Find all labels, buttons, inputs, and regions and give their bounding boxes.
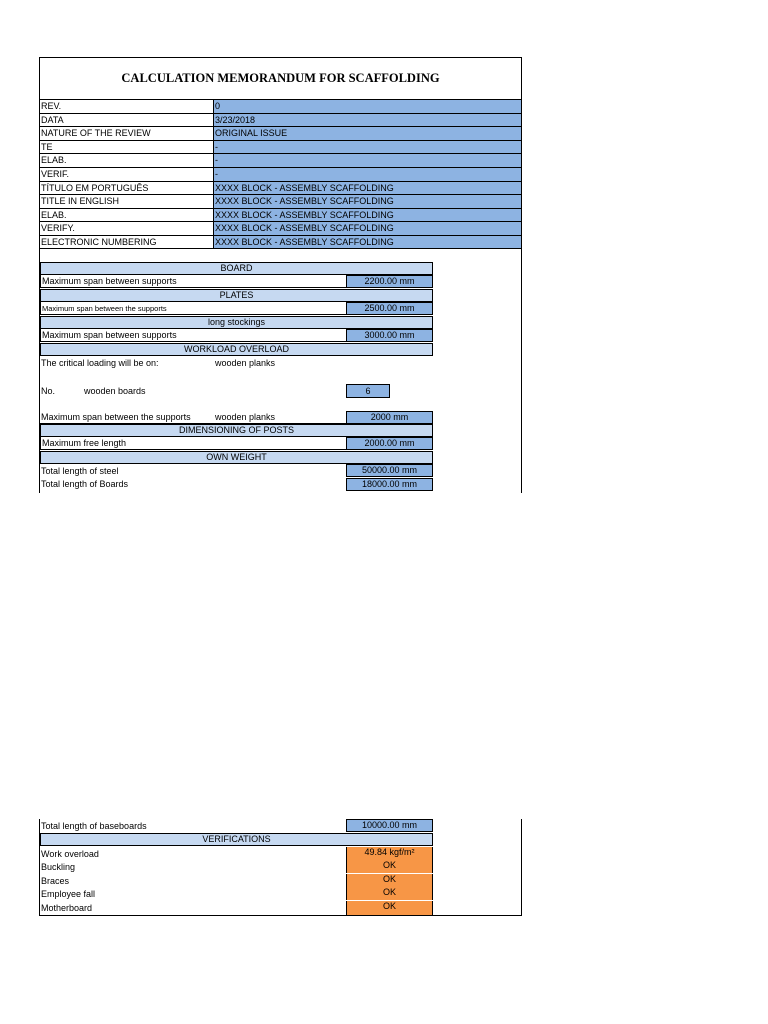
plates-value[interactable]: 2500.00 mm bbox=[346, 302, 433, 315]
critical-loading-label: The critical loading will be on: bbox=[41, 358, 159, 368]
baseboards-length-label: Total length of baseboards bbox=[41, 821, 147, 831]
workload-span-material: wooden planks bbox=[215, 412, 276, 422]
header-label: TÍTULO EM PORTUGUÊS bbox=[40, 181, 214, 195]
header-label: ELECTRONIC NUMBERING bbox=[40, 235, 214, 249]
workload-span-value[interactable]: 2000 mm bbox=[346, 411, 433, 424]
workload-heading: WORKLOAD OVERLOAD bbox=[40, 343, 433, 356]
board-heading: BOARD bbox=[40, 262, 433, 275]
posts-label: Maximum free length bbox=[42, 438, 127, 448]
verification-label: Buckling bbox=[41, 862, 76, 872]
steel-length-value[interactable]: 50000.00 mm bbox=[346, 464, 433, 477]
board-label: Maximum span between supports bbox=[42, 276, 177, 286]
page-title: CALCULATION MEMORANDUM FOR SCAFFOLDING bbox=[121, 70, 440, 85]
wooden-boards-label: wooden boards bbox=[84, 386, 146, 396]
plates-heading: PLATES bbox=[40, 289, 433, 302]
verification-value: 49.84 kgf/m² bbox=[346, 847, 433, 860]
verification-label: Braces bbox=[41, 876, 70, 886]
header-label: ELAB. bbox=[40, 153, 214, 167]
verification-label: Work overload bbox=[41, 849, 99, 859]
header-row bbox=[40, 194, 521, 208]
baseboards-length-value[interactable]: 10000.00 mm bbox=[346, 819, 433, 832]
header-row bbox=[40, 167, 521, 181]
header-bottom-border bbox=[40, 248, 521, 249]
header-value[interactable]: - bbox=[214, 140, 521, 154]
verification-value: OK bbox=[346, 887, 433, 900]
verifications-heading: VERIFICATIONS bbox=[40, 833, 433, 846]
header-value[interactable]: XXXX BLOCK - ASSEMBLY SCAFFOLDING bbox=[214, 221, 521, 235]
header-row bbox=[40, 113, 521, 127]
workload-span-label: Maximum span between the supports bbox=[41, 412, 191, 422]
header-label: REV. bbox=[40, 99, 214, 113]
header-row bbox=[40, 99, 521, 113]
plates-label: Maximum span between the supports bbox=[42, 304, 167, 313]
header-label: VERIF. bbox=[40, 167, 214, 181]
verification-label: Employee fall bbox=[41, 889, 96, 899]
header-value[interactable]: 3/23/2018 bbox=[214, 113, 521, 127]
steel-length-label: Total length of steel bbox=[41, 466, 119, 476]
header-row bbox=[40, 235, 521, 249]
verification-value: OK bbox=[346, 860, 433, 873]
header-label: TE bbox=[40, 140, 214, 154]
header-row bbox=[40, 181, 521, 195]
header-value[interactable]: XXXX BLOCK - ASSEMBLY SCAFFOLDING bbox=[214, 194, 521, 208]
long-stockings-value[interactable]: 3000.00 mm bbox=[346, 329, 433, 342]
memorandum-sheet-bottom bbox=[39, 819, 522, 916]
long-stockings-heading: long stockings bbox=[40, 316, 433, 329]
posts-heading: DIMENSIONING OF POSTS bbox=[40, 424, 433, 437]
header-row bbox=[40, 126, 521, 140]
header-label: DATA bbox=[40, 113, 214, 127]
header-label: TITLE IN ENGLISH bbox=[40, 194, 214, 208]
critical-loading-value: wooden planks bbox=[215, 358, 276, 368]
memorandum-sheet-top bbox=[39, 57, 522, 493]
header-value[interactable]: XXXX BLOCK - ASSEMBLY SCAFFOLDING bbox=[214, 235, 521, 249]
verification-label: Motherboard bbox=[41, 903, 93, 913]
boards-length-label: Total length of Boards bbox=[41, 479, 129, 489]
posts-value[interactable]: 2000.00 mm bbox=[346, 437, 433, 450]
header-value[interactable]: 0 bbox=[214, 99, 521, 113]
verification-value: OK bbox=[346, 901, 433, 915]
header-value[interactable]: XXXX BLOCK - ASSEMBLY SCAFFOLDING bbox=[214, 208, 521, 222]
number-of-boards-value[interactable]: 6 bbox=[346, 384, 390, 398]
header-label: VERIFY. bbox=[40, 221, 214, 235]
header-value[interactable]: - bbox=[214, 167, 521, 181]
own-weight-heading: OWN WEIGHT bbox=[40, 451, 433, 464]
header-row bbox=[40, 208, 521, 222]
header-row bbox=[40, 140, 521, 154]
header-row bbox=[40, 153, 521, 167]
header-value[interactable]: ORIGINAL ISSUE bbox=[214, 126, 521, 140]
boards-length-value[interactable]: 18000.00 mm bbox=[346, 478, 433, 491]
long-stockings-label: Maximum span between supports bbox=[42, 330, 177, 340]
header-label: NATURE OF THE REVIEW bbox=[40, 126, 214, 140]
header-label: ELAB. bbox=[40, 208, 214, 222]
header-row bbox=[40, 221, 521, 235]
board-value[interactable]: 2200.00 mm bbox=[346, 275, 433, 288]
header-value[interactable]: - bbox=[214, 153, 521, 167]
number-label: No. bbox=[41, 386, 56, 396]
verification-value: OK bbox=[346, 874, 433, 887]
header-value[interactable]: XXXX BLOCK - ASSEMBLY SCAFFOLDING bbox=[214, 181, 521, 195]
